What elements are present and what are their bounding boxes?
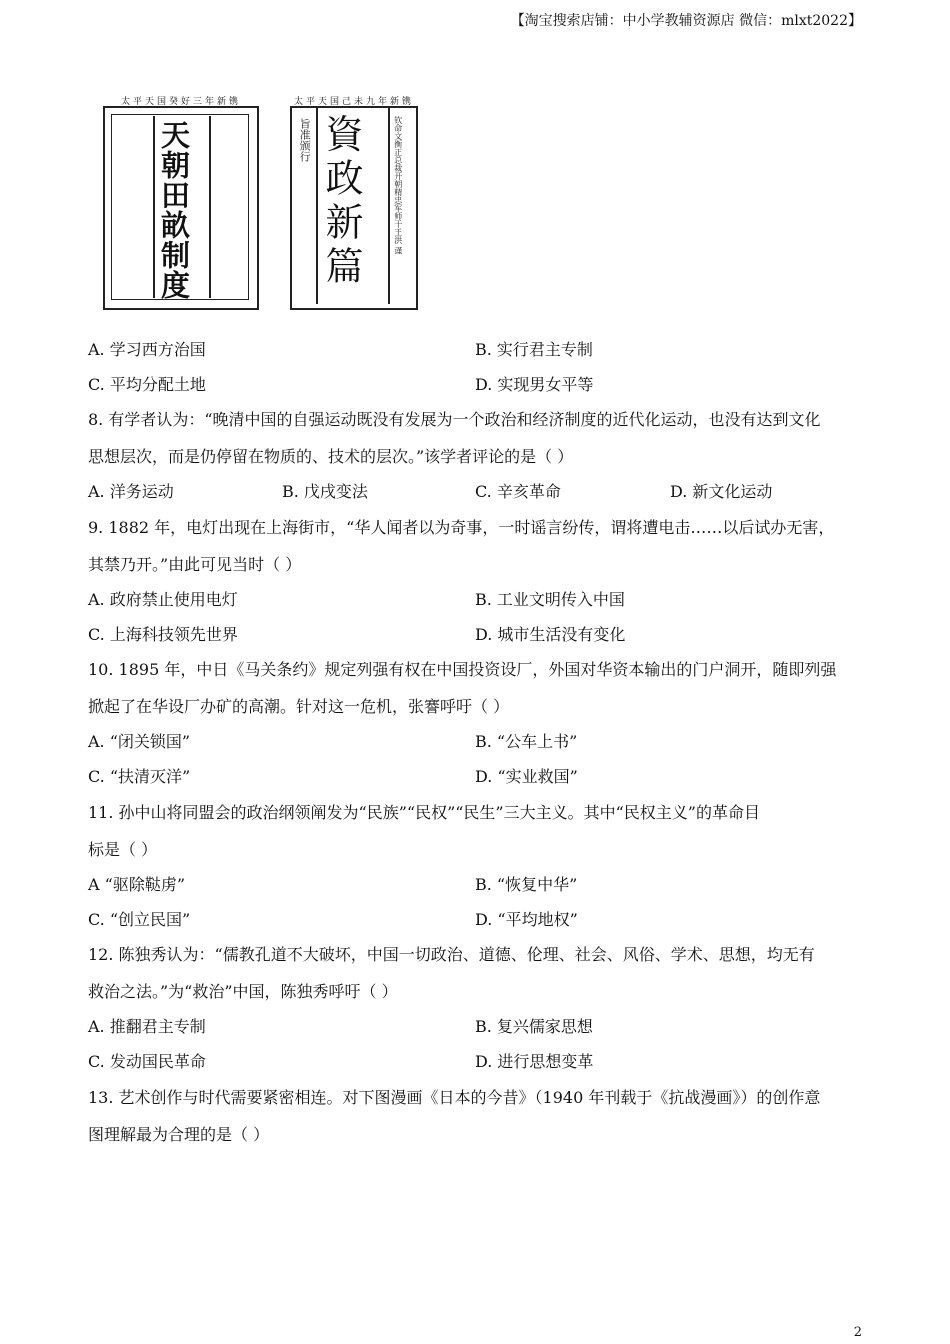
q9-stem-line1: 9. 1882 年，电灯出现在上海街市，“华人闻者以为奇事，一时谣言纷传，谓将遭电击……以后试办无害， — [88, 518, 835, 537]
q9-option-b: B. 工业文明传入中国 — [475, 590, 625, 609]
q7-option-b: B. 实行君主专制 — [475, 340, 593, 359]
q8-stem-line1: 8. 有学者认为：“晚清中国的自强运动既没有发展为一个政治和经济制度的近代化运动，也没有达到文化 — [88, 410, 821, 429]
cover-divider — [153, 116, 155, 298]
cover-caption: 太平天国癸好三年新镌 — [120, 97, 241, 107]
q9-option-c: C. 上海科技领先世界 — [88, 625, 238, 644]
q7-option-d: D. 实现男女平等 — [475, 375, 594, 394]
q10-stem-line1: 10. 1895 年，中日《马关条约》规定列强有权在中国投资设厂，外国对华资本输出的门户洞开，随即列强 — [88, 660, 837, 679]
q13-stem-line1: 13. 艺术创作与时代需要紧密相连。对下图漫画《日本的今昔》（1940 年刊载于《抗战漫画》）的创作意 — [88, 1088, 821, 1107]
header-note: 【淘宝搜索店铺：中小学教辅资源店 微信：mlxt2022】 — [510, 13, 862, 29]
cover-title: 天朝田畝制度 — [157, 120, 191, 300]
cover-divider — [388, 108, 390, 304]
cover-caption: 太平天国己未九年新镌 — [293, 97, 414, 107]
q10-stem-line2: 掀起了在华设厂办矿的高潮。针对这一危机，张謇呼吁（ ） — [88, 697, 510, 716]
q13-stem-line2: 图理解最为合理的是（ ） — [88, 1125, 270, 1144]
q12-option-b: B. 复兴儒家思想 — [475, 1017, 593, 1036]
q9-option-d: D. 城市生活没有变化 — [475, 625, 626, 644]
q11-stem-line1: 11. 孙中山将同盟会的政治纲领阐发为“民族”“民权”“民生”三大主义。其中“民权主义”的革命目 — [88, 803, 760, 822]
cover-side-text: 钦命文衡正总裁开朝精忠军师干王洪 谨 — [393, 116, 403, 255]
page-number: 2 — [853, 1325, 862, 1340]
q11-option-b: B. “恢复中华” — [475, 875, 578, 894]
book-cover-tianchao — [103, 97, 259, 310]
q10-option-a: A. “闭关锁国” — [88, 732, 191, 751]
cover-divider — [209, 116, 211, 298]
q9-stem-line2: 其禁乃开。”由此可见当时（ ） — [88, 555, 302, 574]
q10-option-d: D. “实业救国” — [475, 767, 578, 786]
cover-title: 資政新篇 — [319, 114, 363, 290]
book-cover-zizheng — [290, 97, 418, 310]
q8-option-c: C. 辛亥革命 — [475, 482, 561, 501]
q12-stem-line2: 救治之法。”为“救治”中国，陈独秀呼吁（ ） — [88, 982, 398, 1001]
q8-option-a: A. 洋务运动 — [88, 482, 174, 501]
q7-option-a: A. 学习西方治国 — [88, 340, 206, 359]
q10-option-c: C. “扶清灭洋” — [88, 767, 191, 786]
q12-stem-line1: 12. 陈独秀认为：“儒教孔道不大破坏，中国一切政治、道德、伦理、社会、风俗、学术、思想，均无有 — [88, 945, 815, 964]
q12-option-d: D. 进行思想变革 — [475, 1052, 594, 1071]
q8-option-d: D. 新文化运动 — [670, 482, 773, 501]
q9-option-a: A. 政府禁止使用电灯 — [88, 590, 238, 609]
cover-side-text: 旨准颁行 — [298, 118, 312, 162]
q8-option-b: B. 戊戌变法 — [282, 482, 368, 501]
q12-option-a: A. 推翻君主专制 — [88, 1017, 206, 1036]
q11-option-c: C. “创立民国” — [88, 910, 191, 929]
q11-option-d: D. “平均地权” — [475, 910, 578, 929]
q8-stem-line2: 思想层次，而是仍停留在物质的、技术的层次。”该学者评论的是（ ） — [88, 447, 574, 466]
q10-option-b: B. “公车上书” — [475, 732, 578, 751]
cover-divider — [316, 108, 318, 304]
q12-option-c: C. 发动国民革命 — [88, 1052, 206, 1071]
q11-stem-line2: 标是（ ） — [88, 840, 158, 859]
q7-option-c: C. 平均分配土地 — [88, 375, 206, 394]
q11-option-a: A “驱除鞑虏” — [88, 875, 186, 894]
